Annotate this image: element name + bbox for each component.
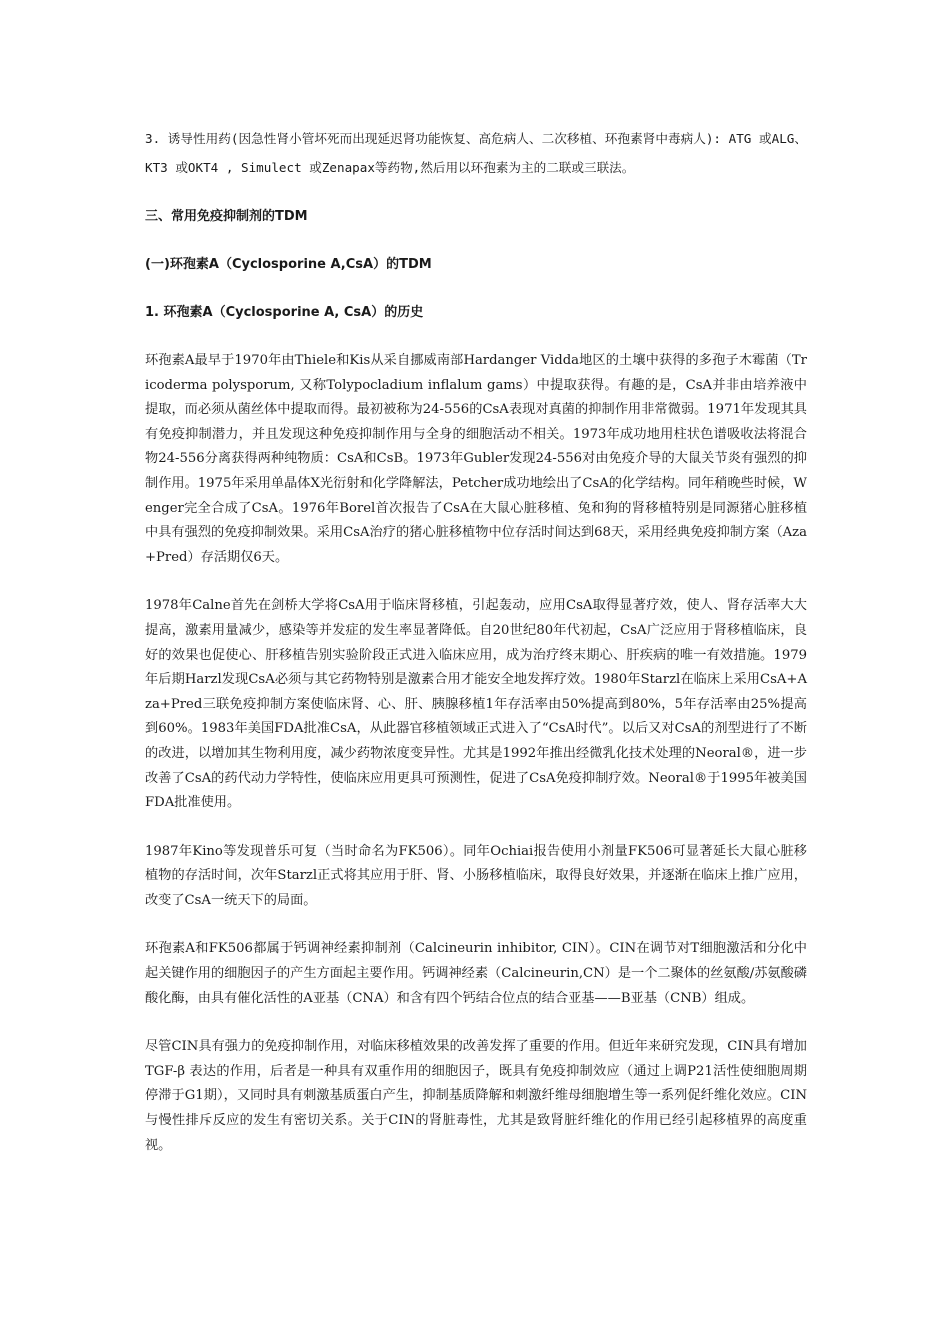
paragraph-fk506: 1987年Kino等发现普乐可复（当时命名为FK506）。同年Ochiai报告使用小剂量FK506可显著延长大鼠心脏移植物的存活时间，次年Starzl正式将其应用于肝、肾、小肠移植临床，取得良好效果，并逐渐在临床上推广应用，改变了CsA一统天下的局面。 bbox=[145, 843, 807, 908]
paragraph-clinical-application: 1978年Calne首先在剑桥大学将CsA用于临床肾移植，引起轰动，应用CsA取得显著疗效，使人、肾存活率大大提高，激素用量减少，感染等并发症的发生率显著降低。自20世纪80年代初起，CsA广泛应用于肾移植临床，良好的效果也促使心、肝移植告别实验阶段正式进入临床应用，成为治疗终末期心、肝疾病的唯一有效措施。1979年后期Harzl发现CsA必须与其它药物特别是激素合用才能安全地发挥疗效。1980年Starzl在临床上采用CsA+Aza+Pred三联免疫抑制方案使临床肾、心、肝、胰腺移植1年存活率由50%提高到80%，5年存活率由25%提高到60%。1983年美国FDA批准CsA，从此器官移植领域正式进入了“CsA时代”。以后又对CsA的剂型进行了不断的改进，以增加其生物利用度，减少药物浓度变异性。尤其是1992年推出经微乳化技术处理的Neoral®，进一步改善了CsA的药代动力学特性，使临床应用更具可预测性，促进了CsA免疫抑制疗效。Neoral®于1995年被美国FDA批准使用。 bbox=[145, 598, 807, 811]
section-heading: 三、常用免疫抑制剂的TDM bbox=[145, 209, 308, 224]
subsection-heading: (一)环孢素A（Cyclosporine A,CsA）的TDM bbox=[145, 257, 432, 272]
history-heading: 1. 环孢素A（Cyclosporine A, CsA）的历史 bbox=[145, 305, 424, 320]
paragraph-calcineurin: 环孢素A和FK506都属于钙调神经素抑制剂（Calcineurin inhibitor, CIN）。CIN在调节对T细胞激活和分化中起关键作用的细胞因子的产生方面起主要作用。钙调神经素（Calcineurin,CN）是一个二聚体的丝氨酸/苏氨酸磷酸化酶，由具有催化活性的A亚基（CNA）和含有四个钙结合位点的结合亚基——B亚基（CNB）组成。 bbox=[145, 941, 807, 1006]
paragraph-csa-discovery: 环孢素A最早于1970年由Thiele和Kis从采自挪威南部Hardanger Vidda地区的土壤中获得的多孢子木霉菌（Tricoderma polysporum, 又称Tolypocladium inflalum gams）中提取获得。有趣的是，CsA并非由培养液中提取，而必须从菌丝体中提取而得。最初被称为24-556的CsA表现对真菌的抑制作用非常微弱。1971年发现其具有免疫抑制潜力，并且发现这种免疫抑制作用与全身的细胞活动不相关。1973年成功地用柱状色谱吸收法将混合物24-556分离获得两种纯物质：CsA和CsB。1973年Gubler发现24-556对由免疫介导的大鼠关节炎有强烈的抑制作用。1975年采用单晶体X光衍射和化学降解法，Petcher成功地绘出了CsA的化学结构。同年稍晚些时候，Wenger完全合成了CsA。1976年Borel首次报告了CsA在大鼠心脏移植、兔和狗的肾移植特别是同源猪心脏移植中具有强烈的免疫抑制效果。采用CsA治疗的猪心脏移植物中位存活时间达到68天，采用经典免疫抑制方案（Aza+Pred）存活期仅6天。 bbox=[145, 353, 807, 565]
paragraph-cin-fibrosis: 尽管CIN具有强力的免疫抑制作用，对临床移植效果的改善发挥了重要的作用。但近年来研究发现，CIN具有增加TGF-β 表达的作用，后者是一种具有双重作用的细胞因子，既具有免疫抑制效应（通过上调P21活性使细胞周期停滞于G1期），又同时具有刺激基质蛋白产生，抑制基质降解和刺激纤维母细胞增生等一系列促纤维化效应。CIN与慢性排斥反应的发生有密切关系。关于CIN的肾脏毒性，尤其是致肾脏纤维化的作用已经引起移植界的高度重视。 bbox=[145, 1039, 807, 1153]
list-item-3: 3. 诱导性用药(因急性肾小管坏死而出现延迟肾功能恢复、高危病人、二次移植、环孢素肾中毒病人): ATG 或ALG、KT3 或OKT4 , Simulect 或Zenapax等药物,然后用以环孢素为主的二联或三联法。 bbox=[145, 131, 807, 175]
document-body bbox=[145, 124, 807, 1182]
